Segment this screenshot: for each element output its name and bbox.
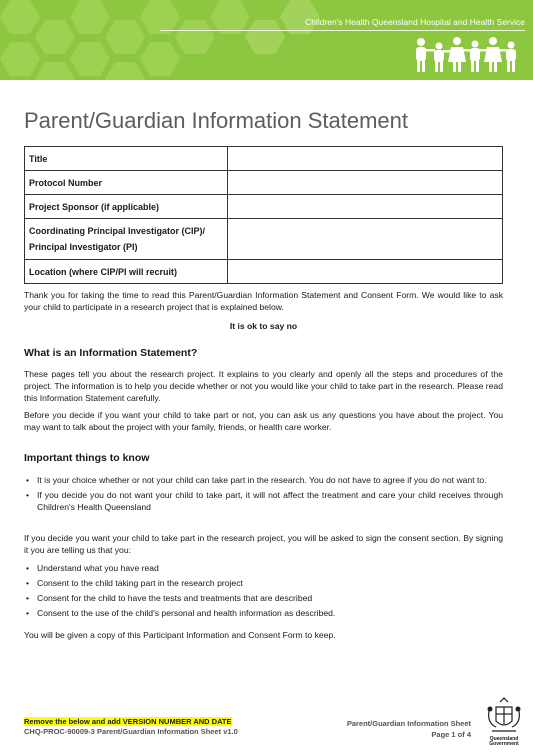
section-heading: Important things to know — [24, 452, 150, 464]
table-row — [25, 171, 503, 195]
intro-paragraph: Thank you for taking the time to read this Parent/Guardian Information Statement and Consent Form. We would like to ask your child to participate in a research project that is explained below. — [24, 290, 503, 312]
table-label: Project Sponsor (if applicable) — [25, 195, 228, 219]
header-rule — [160, 30, 525, 31]
footer-right — [347, 718, 471, 740]
table-label — [25, 219, 228, 260]
table-row — [25, 195, 503, 219]
table-value-field[interactable] — [228, 195, 503, 219]
organization-name: Children's Health Queensland Hospital and Health Service — [305, 17, 525, 27]
crest-caption — [484, 737, 524, 747]
page-title: Parent/Guardian Information Statement — [24, 108, 408, 133]
footer-left — [24, 717, 238, 736]
list-item: • Consent to the use of the child's personal and health information as described. — [24, 607, 503, 619]
table-label: Title — [25, 147, 228, 171]
paragraph: If you decide you want your child to take part in the research project, you will be asked to sign the consent section. By signing it you are telling us that you: — [24, 533, 503, 555]
study-info-table — [24, 146, 503, 284]
hexagon-pattern — [0, 0, 330, 80]
list-item: • Consent to the child taking part in the research project — [24, 577, 503, 589]
table-value-field[interactable] — [228, 219, 503, 260]
highlight-note: Remove the below and add VERSION NUMBER AND DATE — [24, 717, 232, 726]
header-banner — [0, 0, 533, 80]
document-code: CHQ-PROC-90009-3 Parent/Guardian Information Sheet v1.0 — [24, 727, 238, 736]
list-item: • Understand what you have read — [24, 562, 503, 574]
table-label-line: Principal Investigator (PI) — [29, 242, 138, 252]
bullet-list — [24, 562, 503, 622]
table-value-field[interactable] — [228, 147, 503, 171]
ok-to-say-no: It is ok to say no — [229, 321, 298, 331]
table-row — [25, 260, 503, 284]
crest-caption-line: Government — [489, 741, 519, 747]
crest-caption-line: Queensland — [489, 736, 519, 742]
table-value-field[interactable] — [228, 260, 503, 284]
queensland-government-crest — [484, 697, 524, 753]
section-heading: What is an Information Statement? — [24, 347, 198, 359]
table-row — [25, 147, 503, 171]
closing-paragraph: You will be given a copy of this Participant Information and Consent Form to keep. — [24, 630, 336, 640]
paragraph: Before you decide if you want your child to take part or not, you can ask us any questions you have about the project. You may want to talk about the project with your family, friends, or health care worker. — [24, 410, 503, 432]
list-item: • If you decide you do not want your child to take part, it will not affect the treatment and care your child receives through Children's Health Queensland — [24, 489, 503, 513]
list-item: • Consent for the child to have the tests and treatments that are described — [24, 592, 503, 604]
list-item: • It is your choice whether or not your child can take part in the research. You do not have to agree if you do not want to. — [24, 474, 503, 486]
children-logo-icon — [413, 36, 525, 74]
paragraph: These pages tell you about the research project. It explains to you clearly and openly all the steps and procedures of the project. The information is to help you decide whether or not you would like your child to take part in the research. Please read this Information Statement carefully. — [24, 369, 503, 403]
table-row — [25, 219, 503, 260]
table-label: Location (where CIP/PI will recruit) — [25, 260, 228, 284]
bullet-list — [24, 474, 503, 516]
sheet-name: Parent/Guardian Information Sheet — [346, 719, 471, 728]
table-value-field[interactable] — [228, 171, 503, 195]
crest-icon — [484, 697, 524, 737]
table-label: Protocol Number — [25, 171, 228, 195]
page-number: Page 1 of 4 — [431, 730, 471, 739]
table-label-line: Coordinating Principal Investigator (CIP)/ — [29, 226, 206, 236]
